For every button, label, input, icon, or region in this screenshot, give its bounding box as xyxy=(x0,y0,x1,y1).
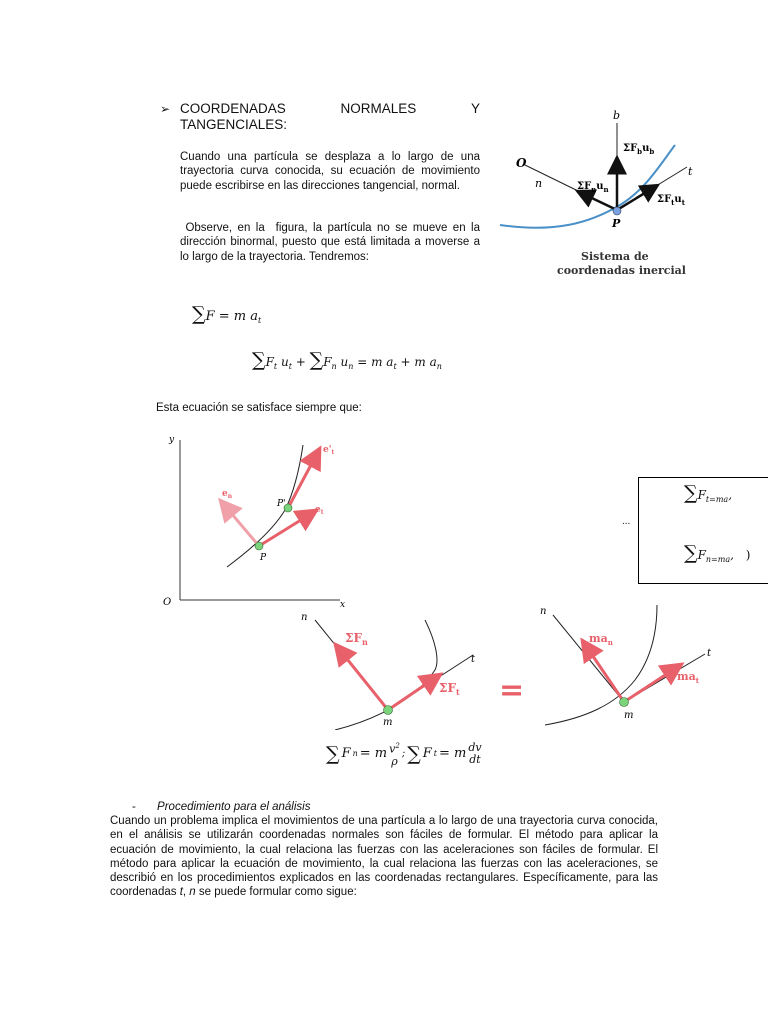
unit-vector-figure xyxy=(155,430,355,615)
binormal-paragraph: Observe, en la figura, la partícula no se mueve en la dirección binormal, puesto que está limitada a moverse a lo largo de la trayectoria. Tendremos: xyxy=(180,222,484,263)
right-curve xyxy=(545,605,657,725)
label-p2: P xyxy=(260,553,267,563)
procedure-paragraph: Cuando un problema implica el movimientos de una partícula a lo largo de una trayectoria curva conocida, en el análisis se utilizarán coordenadas normales son fáciles de formular. El método para aplicar la ecuación de movimiento, la cual relaciona las fuerzas con las aceleraciones son fáciles de formular. El método para aplicar la ecuación de movimiento, la cual relaciona las fuerzas con las aceleraciones, se describió en los procedimientos explicados en las coordenadas rectangulares. Específicamente, para las coordenadas t, n se puede formular como sigue: xyxy=(110,815,658,899)
caption-line-2: coordenadas inercial xyxy=(557,264,686,277)
caption-line-1: Sistema de xyxy=(581,250,649,263)
label-P: P xyxy=(612,217,621,230)
heading-word-2: NORMALES xyxy=(340,101,417,116)
label-b: b xyxy=(613,109,621,122)
equation-sum-components: $\sum F_t$ $u_t + \sum F_n$ $u_n = m$ $a_t + m$ $a_n$ xyxy=(252,349,442,371)
inertial-coordinates-figure xyxy=(495,105,715,300)
point-p2 xyxy=(255,542,263,550)
et-arrow xyxy=(259,510,317,546)
label-O: O xyxy=(516,156,527,170)
force-equals-ma-figure xyxy=(295,600,725,730)
heading-word-1: COORDENADAS xyxy=(180,101,286,116)
right-label-m: m xyxy=(624,710,634,721)
boxed-equations xyxy=(638,477,768,584)
boxed-eq-normal: $\sum F_{n=ma}$, ) xyxy=(684,542,751,564)
left-fn-arrow xyxy=(335,644,388,710)
label-fb: $\Sigma F_bu_b$ xyxy=(623,143,655,156)
left-label-m: m xyxy=(383,717,393,728)
procedure-title: Procedimiento para el análisis xyxy=(157,801,311,813)
ft-arrow xyxy=(617,185,658,210)
left-ft-arrow xyxy=(388,674,441,710)
label-ft: $\Sigma F_tu_t$ xyxy=(657,194,685,207)
ellipsis-marker: ... xyxy=(622,516,631,527)
right-label-t: t xyxy=(707,648,712,659)
equals-sign: = xyxy=(499,673,525,708)
fn-arrow xyxy=(577,191,617,210)
condition-sentence: Esta ecuación se satisface siempre que: xyxy=(156,402,362,414)
procedure-title-row xyxy=(132,800,310,814)
left-label-t: t xyxy=(471,654,476,665)
equation-normal-tangential: ∑ F n = m $v^2$ ρ ; ∑ F t = m dv dt xyxy=(326,740,482,768)
label-p-prime: P' xyxy=(277,499,286,509)
label-t: t xyxy=(688,165,693,178)
label-et: $e_t$ xyxy=(315,505,324,516)
intro-paragraph: Cuando una partícula se desplaza a lo largo de una trayectoria curva conocida, su ecuación de movimiento puede escribirse en las direcciones tangencial, normal. xyxy=(180,151,480,192)
heading-line-2: TANGENCIALES: xyxy=(180,117,288,132)
equation-sum-f: ∑F = m $a_t$ xyxy=(192,303,262,325)
heading-word-3: Y xyxy=(470,101,480,116)
left-mass-point xyxy=(384,706,393,715)
right-label-man: $ma_n$ xyxy=(589,632,613,647)
label-n: n xyxy=(535,177,543,190)
boxed-eq-tangential: $\sum F_{t=ma}$, xyxy=(684,482,733,504)
right-label-n: n xyxy=(540,606,547,617)
left-label-ft: $\Sigma F_t$ xyxy=(439,681,460,697)
point-p xyxy=(613,207,621,215)
label-en: $e_n$ xyxy=(222,489,233,500)
left-label-n: n xyxy=(301,612,308,623)
right-mass-point xyxy=(620,698,629,707)
label-origin: O xyxy=(163,597,172,608)
right-label-mat: $ma_t$ xyxy=(677,670,700,685)
procedure-dash: - xyxy=(132,801,136,813)
label-fn: $\Sigma F_nu_n$ xyxy=(577,181,609,194)
et-prime-arrow xyxy=(288,448,320,508)
left-label-fn: $\Sigma F_n$ xyxy=(345,631,368,647)
en-arrow xyxy=(220,500,259,546)
section-heading xyxy=(160,101,480,133)
bullet-arrow-icon: ➢ xyxy=(160,102,171,116)
label-y: y xyxy=(169,435,175,445)
label-x: x xyxy=(340,600,346,610)
label-et-prime: $e'_t$ xyxy=(323,445,335,456)
right-man-arrow xyxy=(582,640,624,702)
